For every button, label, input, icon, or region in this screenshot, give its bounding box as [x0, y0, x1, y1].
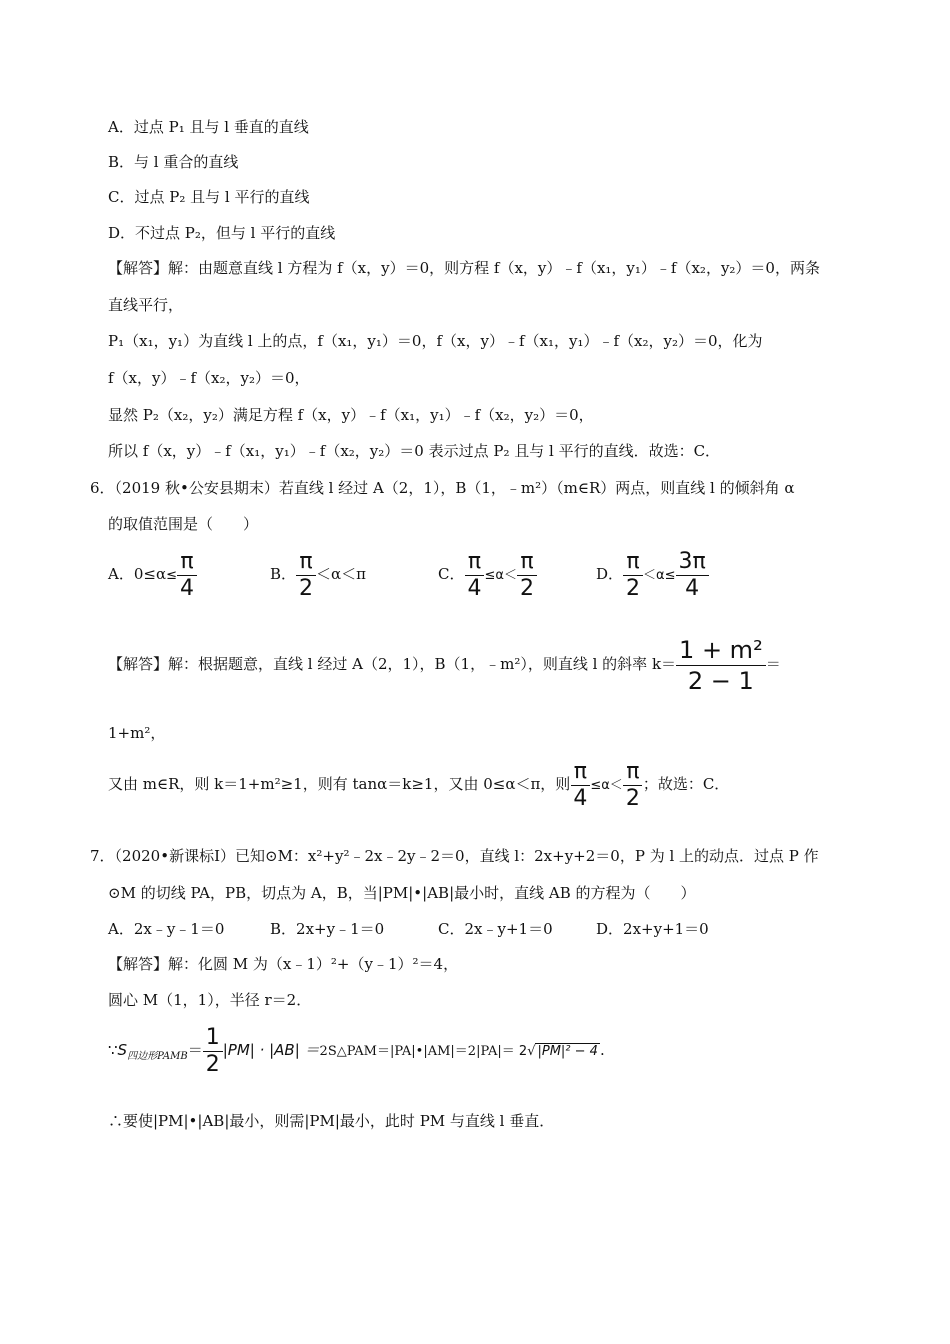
denominator: 4	[467, 575, 482, 601]
numerator: 1	[203, 1025, 223, 1052]
q7-option-c: C．2x﹣y+1＝0	[438, 920, 553, 938]
q6-answer-line2: 1+m²，	[108, 724, 166, 742]
period: .	[599, 1041, 605, 1059]
q5-option-b: B．与 l 重合的直线	[108, 153, 239, 171]
denominator: 2	[625, 785, 640, 811]
slope-fraction	[676, 635, 766, 696]
q6-option-a	[108, 548, 197, 600]
option-a-prefix: 0≤α	[133, 565, 167, 583]
q5-answer-text1: 解：由题意直线 l 方程为 f（x，y）＝0，则方程 f（x，y）﹣f（x₁，y₁）﹣f（x₂，y₂）＝0，两条	[168, 259, 820, 277]
q5-answer-line3: P₁（x₁，y₁）为直线 l 上的点，f（x₁，y₁）＝0，f（x，y）﹣f（x₁，y₁）﹣f（x₂，y₂）＝0，化为	[108, 332, 763, 350]
option-label: D．	[596, 565, 624, 583]
alpha-symbol: α	[495, 568, 504, 583]
q6-stem-line1	[90, 477, 795, 499]
lt-symbol: ＜	[609, 778, 623, 793]
q7-option-b: B．2x+y﹣1＝0	[270, 920, 385, 938]
answer-label: 【解答】	[108, 655, 169, 673]
area-subscript: 四边形PAMB	[127, 1051, 188, 1062]
q7-answer-line3	[108, 1020, 605, 1080]
alpha-symbol: α	[601, 778, 610, 793]
q6-source: （2019 秋•公安县期末）	[114, 479, 279, 497]
q5-option-c: C．过点 P₂ 且与 l 平行的直线	[108, 188, 310, 206]
fraction-pi-over-2	[296, 549, 316, 602]
q6-answer-line3	[108, 758, 729, 810]
fraction-pi-over-2	[517, 549, 537, 602]
answer-label: 【解答】	[108, 955, 169, 973]
option-b-suffix: ＜α＜π	[316, 565, 367, 583]
alpha-symbol: α	[656, 568, 665, 583]
equals-sign: ＝	[187, 1041, 203, 1059]
denominator: 2	[299, 575, 314, 601]
q6-answer-text3: 又由 m∈R，则 k＝1+m²≥1，则有 tanα＝k≥1，又由 0≤α＜π，则	[108, 775, 571, 793]
q6-answer-text3-end: ；故选：C．	[642, 775, 730, 793]
q5-answer-line2: 直线平行，	[108, 296, 184, 314]
q7-number: 7．	[90, 847, 115, 865]
lt-symbol: ＜	[643, 568, 657, 583]
numerator: π	[465, 549, 484, 576]
sqrt-body: |PM|² − 4	[537, 1044, 598, 1059]
area-symbol: S	[117, 1041, 128, 1059]
denominator: 2	[205, 1051, 220, 1077]
q7-source: （2020•新课标Ⅰ）	[114, 847, 235, 865]
fraction-3pi-over-4	[676, 549, 709, 602]
q6-stem-line2: 的取值范围是（ ）	[108, 515, 259, 533]
fraction-one-half	[203, 1025, 223, 1078]
area-expression: 2S△PAM＝|PA|•|AM|＝2|PA|	[319, 1044, 502, 1059]
q5-option-d: D．不过点 P₂，但与 l 平行的直线	[108, 224, 336, 242]
equals-two: ＝ 2	[501, 1044, 528, 1059]
q5-option-a: A．过点 P₁ 且与 l 垂直的直线	[108, 118, 309, 136]
lt-symbol: ＜	[503, 568, 517, 583]
q6-number: 6．	[90, 479, 115, 497]
option-label: B．	[270, 565, 297, 583]
numerator: π	[623, 549, 642, 576]
answer-label: 【解答】	[108, 259, 169, 277]
q7-stem-line1	[90, 845, 819, 867]
q5-answer-line1	[108, 257, 820, 279]
option-label: A．	[108, 565, 134, 583]
fraction-pi-over-4	[570, 759, 590, 812]
le-symbol: ≤	[664, 568, 676, 583]
pm-ab-product: |PM| · |AB| ＝	[222, 1041, 320, 1059]
sqrt-symbol: √	[527, 1044, 536, 1059]
q6-option-b	[270, 548, 366, 600]
fraction-pi-over-4	[464, 549, 484, 602]
q7-stem-text1: 已知⊙M：x²+y²﹣2x﹣2y﹣2＝0，直线 l：2x+y+2＝0，P 为 l 上的动点．过点 P 作	[235, 847, 819, 865]
numerator: 1 + m²	[676, 635, 766, 666]
le-symbol: ≤	[484, 568, 496, 583]
q6-answer-line1	[108, 634, 781, 694]
denominator: 4	[573, 785, 588, 811]
q6-option-c	[438, 548, 537, 600]
le-symbol: ≤	[166, 568, 177, 583]
q7-option-d: D．2x+y+1＝0	[596, 920, 709, 938]
q7-answer-line4: ∴要使|PM|•|AB|最小，则需|PM|最小，此时 PM 与直线 l 垂直．	[108, 1112, 555, 1130]
denominator: 2 − 1	[687, 666, 754, 695]
fraction-pi-over-2	[623, 549, 643, 602]
since-symbol: ∵	[108, 1041, 118, 1059]
denominator: 4	[180, 575, 194, 601]
fraction-pi-over-2	[623, 759, 643, 812]
fraction-pi-over-4	[177, 549, 197, 602]
denominator: 4	[685, 575, 700, 601]
q6-answer-text1: 解：根据题意，直线 l 经过 A（2，1），B（1，﹣m²），则直线 l 的斜率 k＝	[168, 655, 677, 673]
numerator: 3π	[676, 549, 709, 576]
denominator: 2	[626, 575, 641, 601]
q5-answer-line5: 显然 P₂（x₂，y₂）满足方程 f（x，y）﹣f（x₁，y₁）﹣f（x₂，y₂）＝0，	[108, 406, 594, 424]
numerator: π	[623, 759, 642, 786]
equals-sign: ＝	[765, 655, 781, 673]
le-symbol: ≤	[590, 778, 602, 793]
q5-answer-line6: 所以 f（x，y）﹣f（x₁，y₁）﹣f（x₂，y₂）＝0 表示过点 P₂ 且与 l 平行的直线．故选：C．	[108, 442, 721, 460]
q6-stem-text1: 若直线 l 经过 A（2，1），B（1，﹣m²）（m∈R）两点，则直线 l 的倾斜角 α	[278, 479, 795, 497]
numerator: π	[517, 549, 536, 576]
denominator: 2	[519, 575, 534, 601]
q7-stem-line2: ⊙M 的切线 PA，PB，切点为 A，B，当|PM|•|AB|最小时，直线 AB 的方程为（ ）	[108, 884, 696, 902]
numerator: π	[177, 549, 196, 576]
q7-answer-line1	[108, 953, 458, 975]
q7-answer-line2: 圆心 M（1，1），半径 r＝2．	[108, 991, 312, 1009]
q7-option-a: A．2x﹣y﹣1＝0	[108, 920, 225, 938]
q6-option-d	[596, 548, 709, 600]
q7-answer-text1: 解：化圆 M 为（x﹣1）²+（y﹣1）²＝4，	[168, 955, 459, 973]
numerator: π	[296, 549, 315, 576]
numerator: π	[571, 759, 590, 786]
q5-answer-line4: f（x，y）﹣f（x₂，y₂）＝0，	[108, 369, 310, 387]
option-label: C．	[438, 565, 465, 583]
